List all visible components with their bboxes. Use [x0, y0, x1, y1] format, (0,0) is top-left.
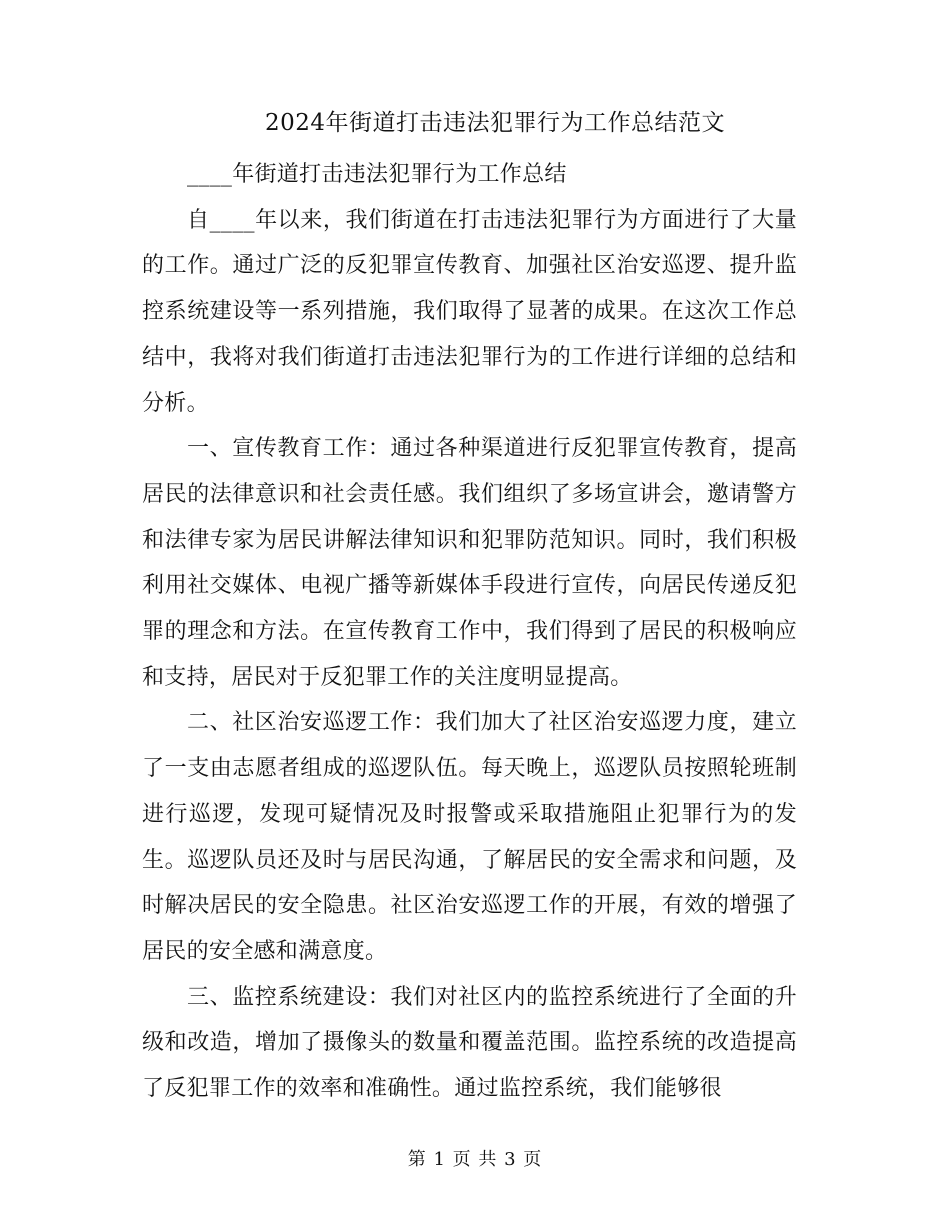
- section-2-paragraph: 二、社区治安巡逻工作：我们加大了社区治安巡逻力度，建立了一支由志愿者组成的巡逻队伍。每天晚上，巡逻队员按照轮班制进行巡逻，发现可疑情况及时报警或采取措施阻止犯罪行为的发生。巡逻队员还及时与居民沟通，了解居民的安全需求和问题，及时解决居民的安全隐患。社区治安巡逻工作的开展，有效的增强了居民的安全感和满意度。: [142, 710, 797, 964]
- page-number-footer: 第 1 页 共 3 页: [407, 1149, 543, 1170]
- subtitle-paragraph: ____年街道打击违法犯罪行为工作总结: [187, 162, 567, 187]
- intro-paragraph: 自____年以来，我们街道在打击违法犯罪行为方面进行了大量的工作。通过广泛的反犯罪宣传教育、加强社区治安巡逻、提升监控系统建设等一系列措施，我们取得了显著的成果。在这次工作总结中，我将对我们街道打击违法犯罪行为的工作进行详细的总结和分析。: [142, 207, 797, 416]
- section-3-paragraph: 三、监控系统建设：我们对社区内的监控系统进行了全面的升级和改造，增加了摄像头的数量和覆盖范围。监控系统的改造提高了反犯罪工作的效率和准确性。通过监控系统，我们能够很: [142, 984, 797, 1102]
- document-body: [142, 152, 797, 1112]
- document-title: 2024年街道打击违法犯罪行为工作总结范文: [264, 110, 726, 136]
- section-1-paragraph: 一、宣传教育工作：通过各种渠道进行反犯罪宣传教育，提高居民的法律意识和社会责任感。我们组织了多场宣讲会，邀请警方和法律专家为居民讲解法律知识和犯罪防范知识。同时，我们积极利用社交媒体、电视广播等新媒体手段进行宣传，向居民传递反犯罪的理念和方法。在宣传教育工作中，我们得到了居民的积极响应和支持，居民对于反犯罪工作的关注度明显提高。: [142, 436, 797, 690]
